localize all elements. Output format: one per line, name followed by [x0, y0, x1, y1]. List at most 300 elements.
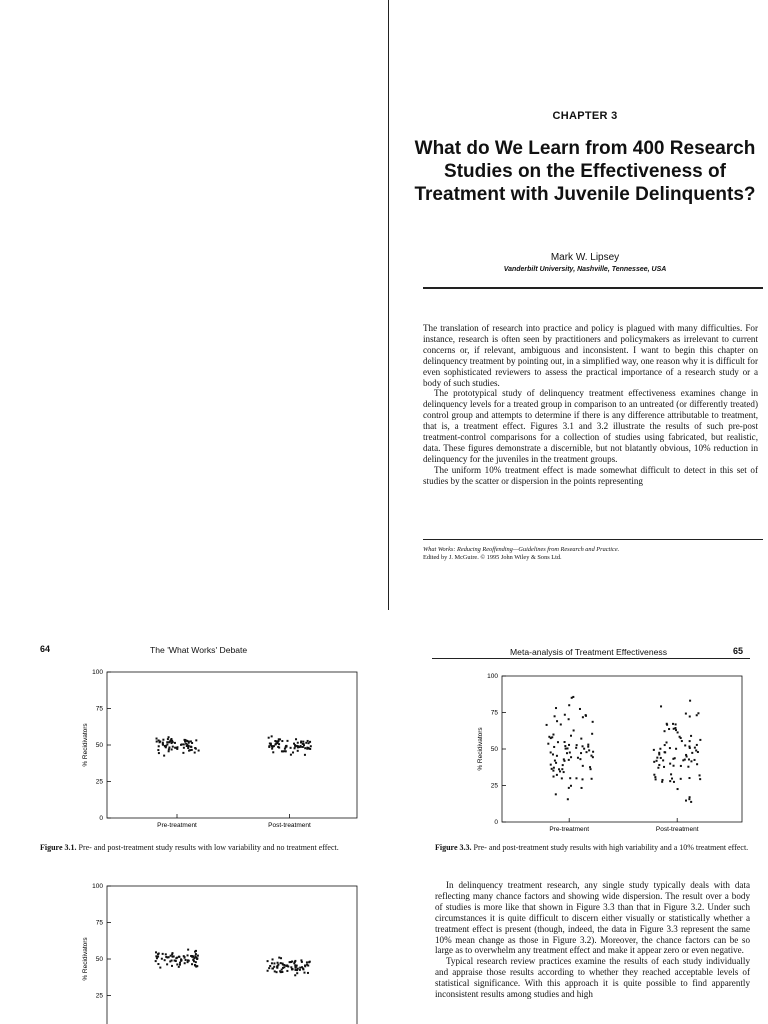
data-point — [681, 740, 683, 742]
data-point — [582, 765, 584, 767]
data-point — [176, 963, 178, 965]
data-point — [666, 724, 668, 726]
data-point — [570, 756, 572, 758]
footnote-source: What Works: Reducing Reoffending—Guidelines from Research and Practice. — [423, 546, 620, 553]
author-affiliation: Vanderbilt University, Nashville, Tennessee, USA — [503, 266, 667, 273]
data-point — [171, 742, 173, 744]
data-point — [552, 770, 554, 772]
y-tick-label: 50 — [95, 956, 103, 963]
data-point — [187, 954, 189, 956]
data-point — [562, 764, 564, 766]
left-page-number: 64 — [40, 644, 51, 654]
data-point — [556, 755, 558, 757]
figure-caption-text: Pre- and post-treatment study results with low variability and no treatment effect. — [76, 843, 339, 852]
data-point — [690, 760, 692, 762]
data-point — [689, 715, 691, 717]
data-point — [282, 967, 284, 969]
data-point — [663, 766, 665, 768]
data-point — [656, 760, 658, 762]
data-point — [277, 962, 279, 964]
data-point — [688, 777, 690, 779]
data-point — [158, 752, 160, 754]
data-point — [587, 744, 589, 746]
data-point — [568, 718, 570, 720]
data-point — [188, 960, 190, 962]
data-point — [272, 751, 274, 753]
data-point — [550, 751, 552, 753]
top-body-text — [423, 323, 758, 487]
data-point — [302, 741, 304, 743]
data-point — [664, 744, 666, 746]
data-point — [295, 969, 297, 971]
data-point — [668, 728, 670, 730]
author-name: Mark W. Lipsey — [550, 252, 620, 263]
y-tick-label: 25 — [95, 992, 103, 1000]
data-point — [567, 747, 569, 749]
data-point — [292, 751, 294, 753]
data-point — [654, 776, 656, 778]
data-point — [658, 764, 660, 766]
data-point — [669, 763, 671, 765]
data-point — [555, 762, 557, 764]
paragraph: Typical research review practices examine the results of each study individually and appraise those results according to whether they reached acceptable levels of statistical significance. With this approach it is quite possible to find apparently inconsistent results among studies and high — [435, 956, 750, 1000]
data-point — [556, 774, 558, 776]
data-point — [183, 743, 185, 745]
data-point — [182, 752, 184, 754]
data-point — [558, 768, 560, 770]
data-point — [551, 768, 553, 770]
data-point — [196, 958, 198, 960]
data-point — [268, 967, 270, 969]
chapter-label: CHAPTER 3 — [552, 110, 618, 122]
data-point — [306, 961, 308, 963]
data-point — [271, 735, 273, 737]
data-point — [556, 720, 558, 722]
data-point — [299, 745, 301, 747]
data-point — [294, 744, 296, 746]
y-tick-label: 100 — [92, 883, 103, 890]
data-point — [161, 958, 163, 960]
data-point — [546, 724, 548, 726]
data-point — [565, 748, 567, 750]
y-tick-label: 25 — [490, 782, 498, 790]
data-point — [157, 749, 159, 751]
data-point — [553, 776, 555, 778]
data-point — [551, 736, 553, 738]
data-point — [690, 735, 692, 737]
data-point — [660, 705, 662, 707]
figure-label: Figure 3.3. — [435, 843, 472, 852]
data-point — [308, 961, 310, 963]
data-point — [195, 950, 197, 952]
data-point — [564, 745, 566, 747]
data-point — [590, 755, 592, 757]
plot-frame — [107, 672, 357, 818]
data-point — [290, 747, 292, 749]
data-point — [194, 955, 196, 957]
data-point — [563, 760, 565, 762]
data-point — [286, 970, 288, 972]
data-point — [162, 743, 164, 745]
y-tick-label: 50 — [490, 746, 498, 753]
data-point — [174, 742, 176, 744]
data-point — [591, 733, 593, 735]
data-point — [568, 704, 570, 706]
data-point — [179, 962, 181, 964]
data-point — [188, 745, 190, 747]
data-point — [297, 742, 299, 744]
data-point — [165, 956, 167, 958]
data-point — [307, 972, 309, 974]
data-point — [677, 788, 679, 790]
data-point — [588, 749, 590, 751]
data-point — [285, 750, 287, 752]
data-point — [276, 966, 278, 968]
data-point — [566, 752, 568, 754]
data-point — [669, 747, 671, 749]
data-point — [673, 765, 675, 767]
data-point — [193, 960, 195, 962]
y-tick-label: 100 — [487, 673, 498, 680]
data-point — [699, 778, 701, 780]
data-point — [586, 751, 588, 753]
data-point — [269, 965, 271, 967]
data-point — [191, 963, 193, 965]
data-point — [267, 970, 269, 972]
data-point — [273, 966, 275, 968]
data-point — [582, 716, 584, 718]
data-point — [291, 968, 293, 970]
data-point — [684, 744, 686, 746]
data-point — [296, 972, 298, 974]
figure-3-1-chart — [75, 668, 365, 838]
data-point — [548, 736, 550, 738]
data-point — [294, 747, 296, 749]
data-point — [173, 955, 175, 957]
y-tick-label: 75 — [490, 709, 498, 717]
right-page-number: 65 — [733, 646, 744, 656]
data-point — [569, 777, 571, 779]
data-point — [178, 966, 180, 968]
data-point — [666, 741, 668, 743]
data-point — [564, 741, 566, 743]
data-point — [183, 747, 185, 749]
data-point — [582, 778, 584, 780]
data-point — [675, 729, 677, 731]
data-point — [653, 749, 655, 751]
data-point — [294, 974, 296, 976]
data-point — [194, 964, 196, 966]
data-point — [284, 748, 286, 750]
data-point — [187, 949, 189, 951]
right-body-text — [435, 880, 750, 1000]
data-point — [671, 778, 673, 780]
data-point — [164, 959, 166, 961]
data-point — [269, 742, 271, 744]
data-point — [694, 759, 696, 761]
data-point — [162, 739, 164, 741]
y-tick-label: 75 — [95, 705, 103, 713]
data-point — [580, 738, 582, 740]
data-point — [559, 770, 561, 772]
data-point — [197, 955, 199, 957]
data-point — [555, 707, 557, 709]
plot-frame — [107, 886, 357, 1024]
data-point — [564, 714, 566, 716]
data-point — [590, 768, 592, 770]
right-running-head: Meta-analysis of Treatment Effectiveness — [510, 647, 667, 657]
y-axis-label: % Recidivators — [82, 937, 89, 981]
data-point — [675, 723, 677, 725]
y-tick-label: 50 — [95, 742, 103, 749]
data-point — [583, 748, 585, 750]
data-point — [696, 763, 698, 765]
data-point — [658, 753, 660, 755]
data-point — [156, 741, 158, 743]
data-point — [570, 735, 572, 737]
data-point — [659, 748, 661, 750]
data-point — [163, 755, 165, 757]
data-point — [299, 969, 301, 971]
paragraph: In delinquency treatment research, any single study typically deals with data reflecting many chance factors and showing wide dispersion. The result over a body of studies is more like that shown in Figure 3.3 than that in Figure 3.2. Under such circumstances it is quite difficult to discern either visually or statistically whether a treatment effect is present (though, indeed, the data in Figure 3.3 represent the same 10% mean change as those in Figure 3.2). Moreover, the chance factors can be so large as to overwhelm any treatment effect and make it appear zero or even negative. — [435, 880, 750, 956]
data-point — [195, 748, 197, 750]
data-point — [669, 780, 671, 782]
data-point — [286, 740, 288, 742]
data-point — [277, 742, 279, 744]
top-page-gutter — [388, 0, 389, 610]
data-point — [579, 708, 581, 710]
data-point — [689, 747, 691, 749]
data-point — [176, 747, 178, 749]
data-point — [569, 752, 571, 754]
data-point — [587, 746, 589, 748]
y-tick-label: 75 — [95, 919, 103, 927]
data-point — [696, 744, 698, 746]
data-point — [164, 745, 166, 747]
y-axis-label: % Recidivators — [82, 723, 89, 767]
data-point — [185, 959, 187, 961]
data-point — [180, 744, 182, 746]
data-point — [184, 962, 186, 964]
data-point — [168, 741, 170, 743]
data-point — [188, 750, 190, 752]
data-point — [194, 752, 196, 754]
data-point — [547, 743, 549, 745]
data-point — [576, 744, 578, 746]
data-point — [690, 801, 692, 803]
data-point — [553, 746, 555, 748]
data-point — [691, 752, 693, 754]
y-tick-label: 0 — [99, 815, 103, 822]
figure-3-1-caption — [40, 843, 365, 852]
data-point — [304, 965, 306, 967]
data-point — [157, 956, 159, 958]
data-point — [552, 734, 554, 736]
data-point — [168, 956, 170, 958]
data-point — [302, 967, 304, 969]
data-point — [282, 964, 284, 966]
data-point — [295, 738, 297, 740]
data-point — [560, 723, 562, 725]
data-point — [688, 798, 690, 800]
data-point — [670, 773, 672, 775]
data-point — [591, 778, 593, 780]
data-point — [662, 759, 664, 761]
data-point — [695, 749, 697, 751]
data-point — [689, 740, 691, 742]
data-point — [675, 748, 677, 750]
data-point — [554, 715, 556, 717]
data-point — [267, 960, 269, 962]
data-point — [276, 971, 278, 973]
x-tick-label: Pre-treatment — [157, 822, 197, 829]
data-point — [575, 747, 577, 749]
x-tick-label: Post-treatment — [268, 822, 311, 829]
data-point — [554, 760, 556, 762]
data-point — [581, 787, 583, 789]
figure-caption-text: Pre- and post-treatment study results with high variability and a 10% treatment effect. — [471, 843, 749, 852]
data-point — [272, 958, 274, 960]
data-point — [195, 961, 197, 963]
data-point — [662, 779, 664, 781]
data-point — [307, 740, 309, 742]
data-point — [168, 748, 170, 750]
data-point — [158, 953, 160, 955]
data-point — [689, 796, 691, 798]
right-head-rule — [432, 658, 750, 659]
y-tick-label: 100 — [92, 669, 103, 676]
data-point — [159, 740, 161, 742]
data-point — [155, 960, 157, 962]
data-point — [696, 714, 698, 716]
title-rule — [423, 287, 763, 289]
data-point — [306, 748, 308, 750]
data-point — [271, 745, 273, 747]
data-point — [296, 745, 298, 747]
data-point — [167, 738, 169, 740]
data-point — [274, 743, 276, 745]
data-point — [660, 757, 662, 759]
data-point — [196, 965, 198, 967]
footnote — [423, 546, 753, 562]
data-point — [274, 970, 276, 972]
data-point — [191, 749, 193, 751]
data-point — [309, 748, 311, 750]
data-point — [685, 800, 687, 802]
data-point — [172, 746, 174, 748]
data-point — [198, 750, 200, 752]
data-point — [563, 771, 565, 773]
data-point — [187, 747, 189, 749]
data-point — [293, 962, 295, 964]
data-point — [592, 721, 594, 723]
data-point — [158, 745, 160, 747]
footnote-rule — [423, 539, 763, 540]
data-point — [684, 759, 686, 761]
data-point — [166, 963, 168, 965]
data-point — [568, 744, 570, 746]
data-point — [184, 957, 186, 959]
paragraph: The prototypical study of delinquency treatment effectiveness examines change in delinquency levels for a treated group in comparison to an untreated (or differently treated) control group and attempts to determine if there is any difference attributable to treatment, that is, a treatment effect. Figures 3.1 and 3.2 illustrate the results of such pre-post treatment-control comparisons for a collection of studies using fabricated, but realistic, data. These figures demonstrate a discernible, but not blatantly obvious, 10% reduction in delinquency for the juveniles in the treatment groups. — [423, 388, 758, 464]
data-point — [572, 696, 574, 698]
data-point — [577, 757, 579, 759]
data-point — [589, 766, 591, 768]
data-point — [575, 777, 577, 779]
data-point — [159, 967, 161, 969]
data-point — [685, 713, 687, 715]
data-point — [272, 968, 274, 970]
data-point — [278, 957, 280, 959]
data-point — [184, 741, 186, 743]
data-point — [273, 962, 275, 964]
data-point — [661, 781, 663, 783]
data-point — [677, 731, 679, 733]
data-point — [162, 953, 164, 955]
data-point — [685, 754, 687, 756]
x-tick-label: Post-treatment — [655, 826, 699, 833]
data-point — [277, 746, 279, 748]
data-point — [155, 955, 157, 957]
data-point — [653, 761, 655, 763]
data-point — [557, 741, 559, 743]
data-point — [300, 740, 302, 742]
data-point — [168, 750, 170, 752]
data-point — [171, 965, 173, 967]
data-point — [271, 962, 273, 964]
data-point — [156, 738, 158, 740]
data-point — [274, 740, 276, 742]
data-point — [286, 964, 288, 966]
data-point — [679, 736, 681, 738]
top-left-blank-page — [0, 0, 388, 610]
footnote-copyright: Edited by J. McGuire. © 1995 John Wiley & Sons Ltd. — [423, 554, 562, 561]
data-point — [175, 960, 177, 962]
data-point — [168, 746, 170, 748]
data-point — [553, 767, 555, 769]
data-point — [190, 740, 192, 742]
data-point — [297, 750, 299, 752]
data-point — [694, 747, 696, 749]
data-point — [570, 785, 572, 787]
data-point — [299, 967, 301, 969]
data-point — [295, 967, 297, 969]
data-point — [305, 742, 307, 744]
data-point — [689, 700, 691, 702]
data-point — [699, 774, 701, 776]
data-point — [567, 798, 569, 800]
data-point — [281, 750, 283, 752]
data-point — [268, 746, 270, 748]
data-point — [680, 765, 682, 767]
data-point — [155, 951, 157, 953]
y-tick-label: 0 — [494, 819, 498, 826]
data-point — [278, 738, 280, 740]
data-point — [699, 739, 701, 741]
y-tick-label: 25 — [95, 778, 103, 786]
y-axis-label: % Recidivators — [477, 727, 484, 771]
data-point — [286, 745, 288, 747]
data-point — [592, 751, 594, 753]
data-point — [280, 957, 282, 959]
data-point — [304, 754, 306, 756]
data-point — [157, 963, 159, 965]
data-point — [304, 747, 306, 749]
data-point — [573, 729, 575, 731]
data-point — [307, 965, 309, 967]
data-point — [673, 781, 675, 783]
data-point — [300, 959, 302, 961]
data-point — [190, 746, 192, 748]
